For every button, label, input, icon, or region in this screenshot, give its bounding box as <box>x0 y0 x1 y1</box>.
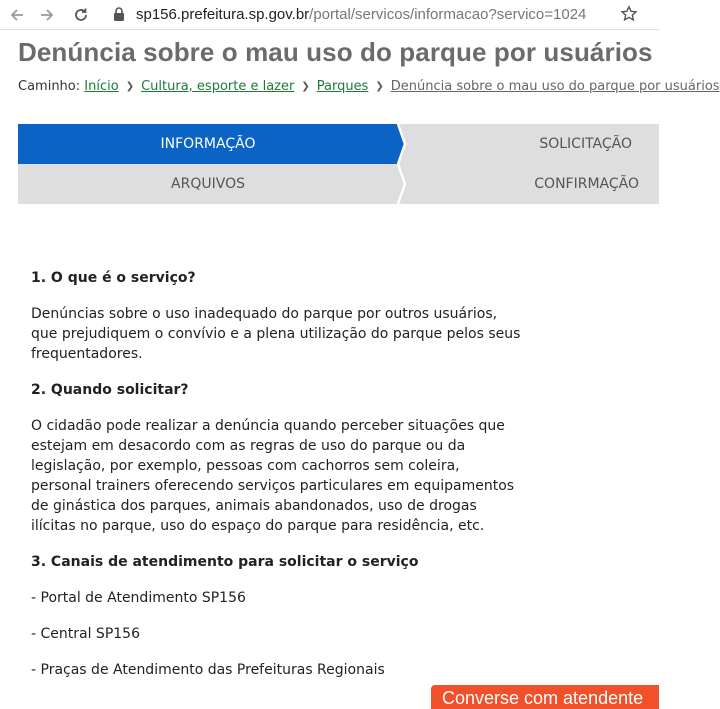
breadcrumb-cultura[interactable]: Cultura, esporte e lazer <box>141 79 295 94</box>
channel-item: - Portal de Atendimento SP156 <box>31 590 246 606</box>
chevron-right-icon: ❯ <box>375 81 384 92</box>
section-text-when: O cidadão pode realizar a denúncia quando perceber situações que estejam em desacordo com as regras de uso do parque ou da legislação, por exemplo, pessoas com cachorros sem coleira, personal trainers oferecendo serviços particulares em equipamentos de ginástica dos parques, animais abandonados, uso de drogas ilícitas no parque, uso do espaço do parque para residência, etc. <box>31 418 515 534</box>
breadcrumb <box>18 79 720 94</box>
breadcrumb-inicio[interactable]: Início <box>84 79 119 94</box>
service-info <box>31 268 521 696</box>
chat-with-agent-button[interactable]: Converse com atendente <box>431 685 659 709</box>
page-title: Denúncia sobre o mau uso do parque por usuários <box>18 37 653 67</box>
chevron-right-icon: ❯ <box>301 81 310 92</box>
star-icon[interactable] <box>620 5 640 25</box>
service-steps <box>18 124 659 204</box>
step-informacao[interactable]: INFORMAÇÃO <box>18 124 398 164</box>
browser-toolbar <box>0 0 659 30</box>
back-arrow-icon[interactable] <box>6 4 28 26</box>
step-confirmacao[interactable]: CONFIRMAÇÃO <box>398 164 659 204</box>
step-solicitacao[interactable]: SOLICITAÇÃO <box>398 124 659 164</box>
step-arquivos[interactable]: ARQUIVOS <box>18 164 398 204</box>
section-title-when: 2. Quando solicitar? <box>31 382 189 398</box>
chevron-right-icon: ❯ <box>125 81 135 92</box>
forward-arrow-icon[interactable] <box>36 4 58 26</box>
reload-icon[interactable] <box>70 4 92 26</box>
url-host: sp156.prefeitura.sp.gov.br <box>136 6 310 23</box>
channel-item: - Central SP156 <box>31 626 140 642</box>
url-path: /portal/servicos/informacao?servico=1024 <box>309 6 587 23</box>
breadcrumb-prefix: Caminho: <box>18 79 81 94</box>
section-text-what: Denúncias sobre o uso inadequado do parque por outros usuários, que prejudiquem o convívio e a plena utilização do parque pelos seus frequentadores. <box>31 306 521 362</box>
breadcrumb-parques[interactable]: Parques <box>316 79 369 94</box>
address-bar[interactable] <box>136 6 586 23</box>
section-title-channels: 3. Canais de atendimento para solicitar o serviço <box>31 554 419 570</box>
section-title-what: 1. O que é o serviço? <box>31 270 196 286</box>
lock-icon <box>113 7 127 23</box>
channel-item: - Praças de Atendimento das Prefeituras Regionais <box>31 662 385 678</box>
breadcrumb-current: Denúncia sobre o mau uso do parque por usuários <box>390 79 720 94</box>
